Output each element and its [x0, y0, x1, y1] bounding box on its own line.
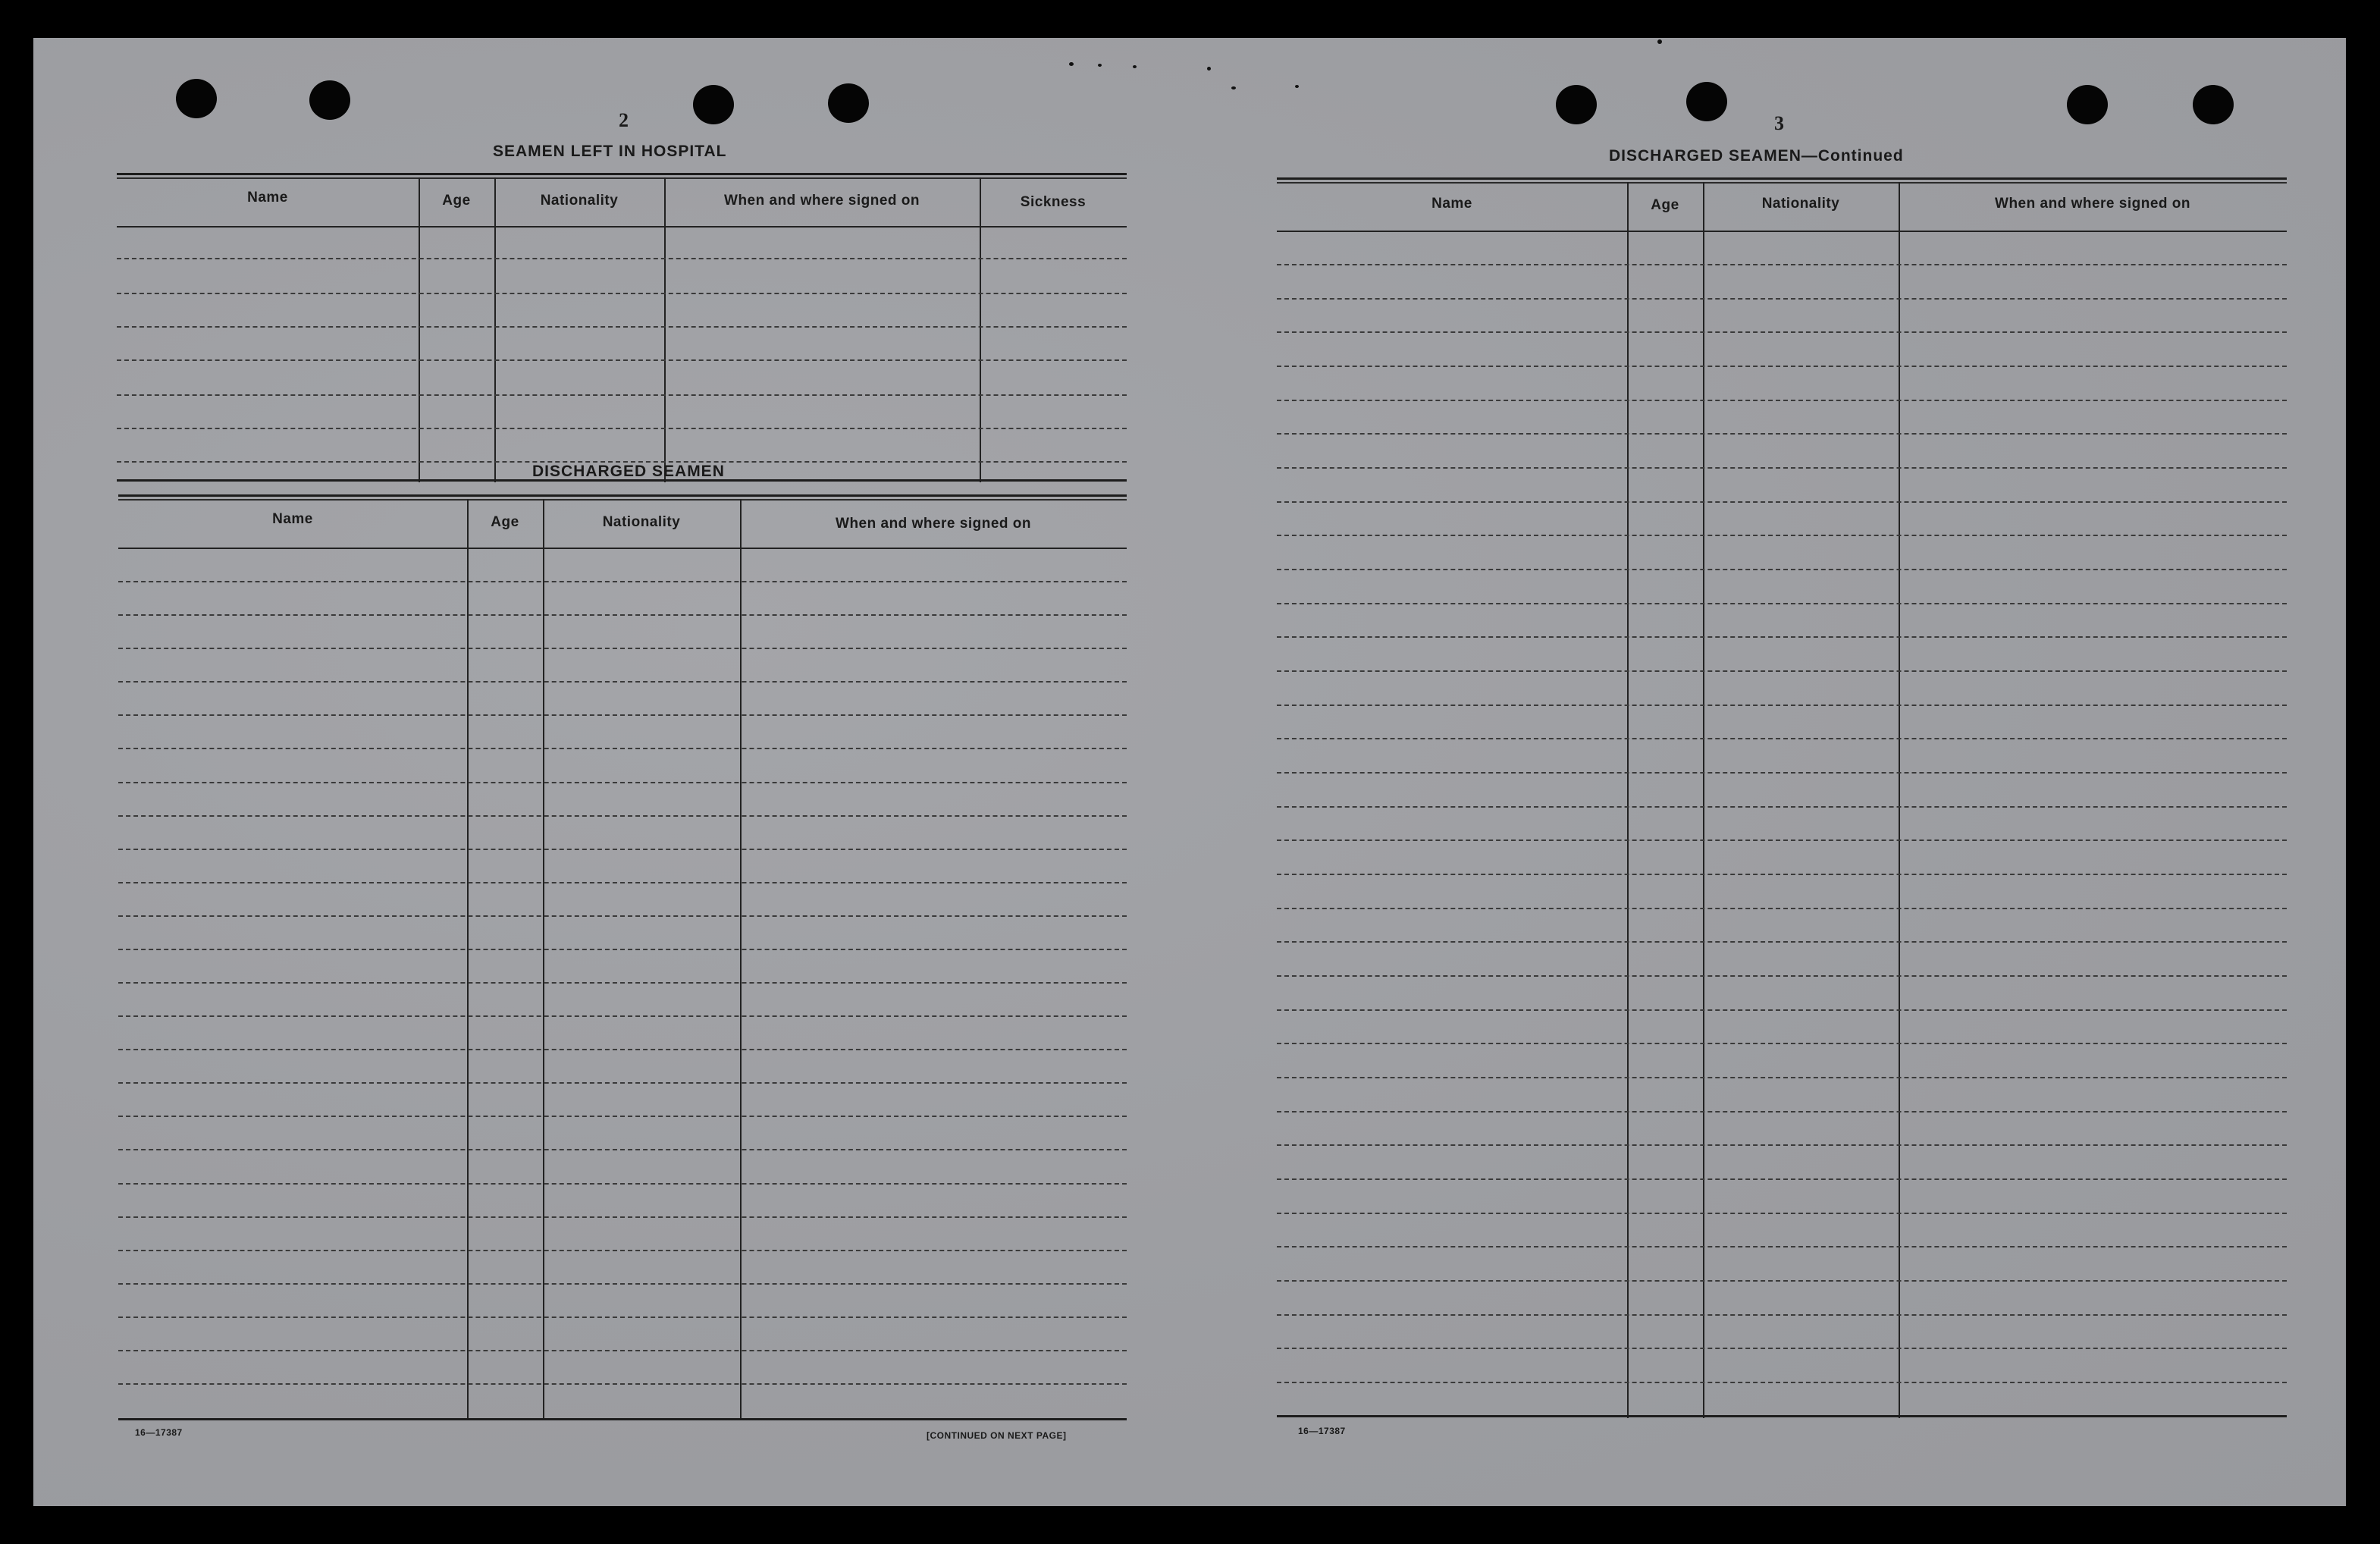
table-row	[1277, 501, 2287, 503]
table-bottom-rule	[118, 1418, 1127, 1420]
table-row	[118, 614, 1127, 616]
table-row	[1277, 264, 2287, 265]
column-divider	[1703, 182, 1704, 1418]
table-row	[1277, 1178, 2287, 1180]
table-row	[118, 1049, 1127, 1050]
table-row	[118, 714, 1127, 716]
discharged-section-title: DISCHARGED SEAMEN	[532, 463, 725, 480]
table-row	[1277, 1111, 2287, 1112]
table-row	[1277, 941, 2287, 943]
column-header-signed-on: When and where signed on	[836, 516, 1031, 532]
column-header-name: Name	[1431, 196, 1472, 212]
table-row	[1277, 400, 2287, 401]
table-row	[117, 293, 1127, 294]
column-header-nationality: Nationality	[540, 193, 619, 209]
table-row	[117, 428, 1127, 429]
table-row	[1277, 839, 2287, 841]
table-row	[1277, 298, 2287, 300]
form-number: 16—17387	[135, 1427, 183, 1438]
table-row	[118, 1283, 1127, 1285]
table-row	[1277, 1382, 2287, 1383]
table-row	[1277, 1314, 2287, 1316]
column-divider	[419, 177, 420, 482]
column-header-name: Name	[247, 190, 288, 206]
column-divider	[980, 177, 981, 482]
discharged-continued-title: DISCHARGED SEAMEN—Continued	[1609, 147, 1904, 165]
column-header-age: Age	[442, 193, 471, 209]
table-row	[118, 949, 1127, 950]
ink-speck	[1098, 64, 1102, 67]
table-row	[118, 1383, 1127, 1385]
document-sheet	[33, 38, 2346, 1506]
table-row	[118, 1183, 1127, 1185]
punch-hole	[2067, 85, 2108, 124]
punch-hole	[176, 79, 217, 118]
table-row	[1277, 636, 2287, 638]
table-row	[118, 782, 1127, 783]
table-row	[1277, 331, 2287, 333]
punch-hole	[1686, 82, 1727, 121]
ink-speck	[1295, 85, 1299, 88]
table-row	[118, 681, 1127, 683]
header-rule	[118, 548, 1127, 549]
table-row	[1277, 366, 2287, 367]
table-row	[1277, 806, 2287, 808]
ink-speck	[1231, 86, 1236, 89]
ink-speck	[1069, 62, 1074, 66]
column-divider	[543, 499, 544, 1420]
table-row	[1277, 772, 2287, 774]
table-row	[118, 815, 1127, 817]
discharged-continued-table	[1277, 177, 2287, 1418]
table-row	[1277, 603, 2287, 604]
table-row	[1277, 1213, 2287, 1214]
table-row	[1277, 1280, 2287, 1282]
table-row	[1277, 975, 2287, 977]
table-top-rule	[117, 173, 1127, 179]
table-row	[118, 581, 1127, 582]
table-row	[1277, 1144, 2287, 1146]
table-row	[117, 359, 1127, 361]
table-row	[1277, 1043, 2287, 1044]
hospital-section-title: SEAMEN LEFT IN HOSPITAL	[493, 143, 727, 160]
table-top-rule	[1277, 177, 2287, 184]
table-row	[118, 1082, 1127, 1084]
table-row	[118, 1316, 1127, 1318]
column-header-name: Name	[272, 511, 313, 527]
table-row	[118, 915, 1127, 917]
header-rule	[117, 226, 1127, 228]
table-row	[118, 748, 1127, 749]
table-row	[117, 326, 1127, 328]
header-rule	[1277, 231, 2287, 232]
page-number: 3	[1774, 112, 1784, 134]
column-header-sickness: Sickness	[1020, 194, 1087, 210]
table-row	[1277, 874, 2287, 875]
table-row	[117, 258, 1127, 259]
discharged-table	[118, 494, 1127, 1420]
punch-hole	[2193, 85, 2234, 124]
column-header-age: Age	[491, 514, 519, 530]
table-row	[1277, 1246, 2287, 1247]
table-top-rule	[118, 494, 1127, 501]
table-row	[118, 1015, 1127, 1017]
column-divider	[740, 499, 742, 1420]
table-row	[1277, 569, 2287, 570]
ink-speck	[1207, 67, 1211, 71]
table-row	[1277, 1009, 2287, 1011]
table-row	[117, 394, 1127, 396]
continued-note: [CONTINUED ON NEXT PAGE]	[927, 1430, 1067, 1441]
page-number: 2	[619, 109, 629, 131]
form-number: 16—17387	[1298, 1426, 1346, 1436]
hospital-table	[117, 173, 1127, 482]
table-row	[118, 882, 1127, 883]
punch-hole	[309, 80, 350, 120]
table-row	[1277, 467, 2287, 469]
punch-hole	[693, 85, 734, 124]
table-row	[1277, 908, 2287, 909]
ink-speck	[1657, 39, 1662, 44]
table-row	[1277, 1077, 2287, 1078]
table-bottom-rule	[1277, 1415, 2287, 1417]
table-row	[1277, 738, 2287, 739]
column-header-signed-on: When and where signed on	[724, 193, 920, 209]
column-divider	[664, 177, 666, 482]
punch-hole	[828, 83, 869, 123]
table-row	[118, 1250, 1127, 1251]
column-header-signed-on: When and where signed on	[1995, 196, 2190, 212]
column-divider	[494, 177, 496, 482]
table-row	[118, 1216, 1127, 1218]
ink-speck	[1133, 65, 1137, 68]
column-header-age: Age	[1651, 197, 1679, 213]
table-row	[118, 1350, 1127, 1351]
column-divider	[1899, 182, 1900, 1418]
column-divider	[1627, 182, 1629, 1418]
table-row	[1277, 1348, 2287, 1349]
table-row	[118, 648, 1127, 649]
table-row	[1277, 670, 2287, 672]
table-row	[118, 1116, 1127, 1117]
column-divider	[467, 499, 469, 1420]
table-row	[1277, 705, 2287, 706]
table-row	[1277, 433, 2287, 435]
punch-hole	[1556, 85, 1597, 124]
column-header-nationality: Nationality	[1761, 196, 1840, 212]
table-row	[118, 1149, 1127, 1150]
table-row	[1277, 535, 2287, 536]
table-row	[118, 849, 1127, 850]
table-row	[118, 982, 1127, 984]
column-header-nationality: Nationality	[602, 514, 681, 530]
